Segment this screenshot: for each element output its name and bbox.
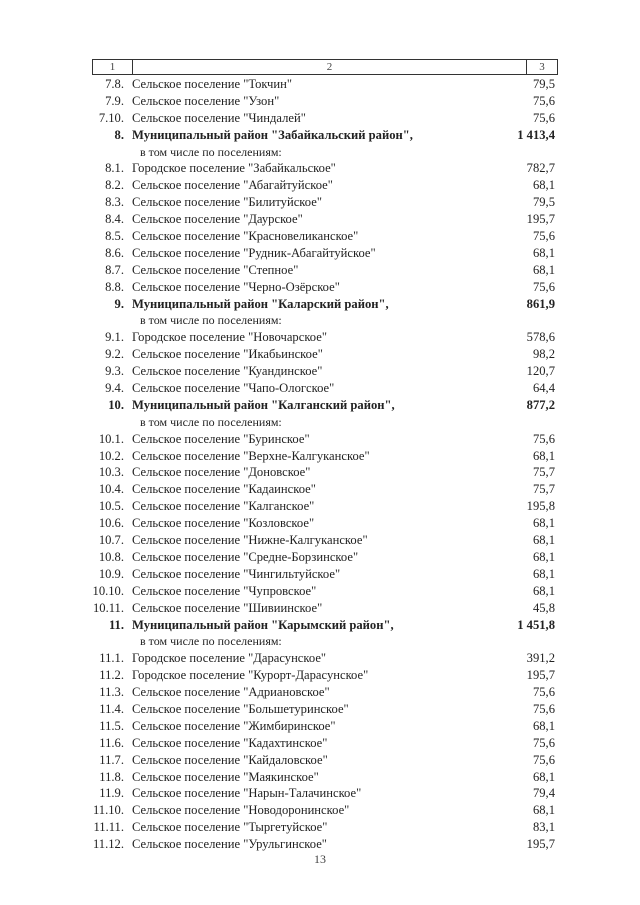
row-name: Сельское поселение "Кайдаловское" [132,752,328,767]
row-number: 9.2. [105,347,124,362]
row-name: Сельское поселение "Кадахтинское" [132,735,328,750]
row-name: Сельское поселение "Шивиинское" [132,600,323,615]
row-number: 10.1. [98,431,124,446]
row-number: 9. [114,296,124,311]
table-row [0,228,640,245]
row-number: 11.7. [99,752,124,767]
row-name: Сельское поселение "Большетуринское" [132,701,349,716]
table-row [0,93,640,110]
table-row [0,566,640,583]
row-number: 11.10. [92,803,124,818]
table-row [0,329,640,346]
row-value: 75,6 [532,685,555,700]
row-name: Сельское поселение "Калганское" [132,499,315,514]
row-name: Сельское поселение "Степное" [132,262,299,277]
row-number: 10.10. [92,583,124,598]
row-value: 68,1 [532,583,555,598]
row-name: Сельское поселение "Черно-Озёрское" [132,279,340,294]
row-value: 195,8 [526,499,555,514]
row-number: 10.4. [98,482,124,497]
table-row [0,836,640,853]
table-row [0,279,640,296]
header-col-3: 3 [539,61,545,73]
table-row [0,262,640,279]
row-number: 7.9. [105,93,124,108]
row-value: 75,6 [532,229,555,244]
table-row [0,785,640,802]
row-name: Сельское поселение "Буринское" [132,431,310,446]
row-name: Сельское поселение "Куандинское" [132,364,323,379]
row-name: Сельское поселение "Кадаинское" [132,482,316,497]
row-name: Сельское поселение "Красновеликанское" [132,229,359,244]
row-name: Сельское поселение "Новодоронинское" [132,803,350,818]
row-value: 83,1 [532,820,555,835]
table-row [0,769,640,786]
table-body [0,76,640,853]
row-value: 120,7 [526,364,555,379]
row-name: Муниципальный район "Карымский район", [132,617,394,632]
table-row [0,160,640,177]
table-row [0,177,640,194]
row-name: Городское поселение "Курорт-Дарасунское" [132,668,369,683]
row-name: Сельское поселение "Узон" [132,93,280,108]
row-name: Муниципальный район "Калганский район", [132,397,395,412]
row-name: Сельское поселение "Рудник-Абагайтуйское" [132,245,376,260]
header-col-2: 2 [133,60,527,74]
row-number: 10.5. [98,499,124,514]
row-number: 8.4. [105,212,124,227]
table-row [0,583,640,600]
row-value: 782,7 [526,161,555,176]
row-value: 68,1 [532,178,555,193]
row-value: 68,1 [532,566,555,581]
row-name: Сельское поселение "Чапо-Ологское" [132,381,335,396]
row-value: 578,6 [526,330,555,345]
row-value: 75,7 [532,465,555,480]
table-row [0,650,640,667]
table-row [0,76,640,93]
row-name: Сельское поселение "Чингильтуйское" [132,566,341,581]
row-value: 195,7 [526,668,555,683]
row-name: Муниципальный район "Забайкальский район", [132,127,413,142]
table-row [0,312,640,329]
row-name: в том числе по поселениям: [140,144,282,159]
row-number: 10. [108,397,124,412]
row-value: 79,5 [532,195,555,210]
row-number: 8.6. [105,245,124,260]
table-row [0,144,640,161]
row-name: Сельское поселение "Жимбиринское" [132,718,336,733]
row-value: 45,8 [532,600,555,615]
row-value: 79,5 [532,77,555,91]
table-row [0,515,640,532]
row-value: 861,9 [526,296,555,311]
row-value: 68,1 [532,448,555,463]
table-row [0,532,640,549]
row-value: 68,1 [532,262,555,277]
row-name: Городское поселение "Дарасунское" [132,651,327,666]
row-number: 8.2. [105,178,124,193]
row-name: Сельское поселение "Даурское" [132,212,303,227]
row-value: 75,6 [532,279,555,294]
row-value: 75,6 [532,431,555,446]
row-number: 10.6. [98,516,124,531]
table-row [0,718,640,735]
row-value: 79,4 [532,786,555,801]
row-name: Сельское поселение "Адриановское" [132,685,330,700]
table-row [0,819,640,836]
row-number: 11.1. [99,651,124,666]
row-name: Сельское поселение "Доновское" [132,465,311,480]
row-value: 75,6 [532,110,555,125]
table-row [0,633,640,650]
row-value: 68,1 [532,516,555,531]
row-value: 877,2 [526,397,555,412]
row-number: 9.4. [105,381,124,396]
row-name: в том числе по поселениям: [140,313,282,328]
row-number: 11.2. [99,668,124,683]
table-row [0,211,640,228]
table-row [0,735,640,752]
row-name: в том числе по поселениям: [140,634,282,649]
row-number: 11.8. [99,769,124,784]
row-value: 195,7 [526,837,555,852]
row-name: Сельское поселение "Чиндалей" [132,110,306,125]
table-row [0,752,640,769]
row-number: 11.3. [99,685,124,700]
row-number: 10.3. [98,465,124,480]
row-name: Сельское поселение "Абагайтуйское" [132,178,333,193]
table-row [0,498,640,515]
table-row [0,448,640,465]
row-value: 68,1 [532,533,555,548]
row-name: Сельское поселение "Чупровское" [132,583,317,598]
page-number: 13 [314,852,326,866]
row-value: 391,2 [526,651,555,666]
row-value: 75,6 [532,735,555,750]
table-row [0,431,640,448]
table-row [0,464,640,481]
row-name: Сельское поселение "Козловское" [132,516,315,531]
table-row [0,667,640,684]
row-number: 10.2. [98,448,124,463]
row-number: 7.10. [98,110,124,125]
row-number: 8.5. [105,229,124,244]
row-number: 9.3. [105,364,124,379]
row-value: 75,6 [532,701,555,716]
table-row [0,617,640,634]
row-name: Сельское поселение "Тыргетуйское" [132,820,328,835]
table-row [0,380,640,397]
row-number: 11.5. [99,718,124,733]
row-number: 7.8. [105,77,124,91]
row-value: 68,1 [532,549,555,564]
row-number: 8. [114,127,124,142]
row-name: Сельское поселение "Нарын-Талачинское" [132,786,362,801]
row-value: 75,7 [532,482,555,497]
row-name: Муниципальный район "Каларский район", [132,296,389,311]
table-row [0,397,640,414]
row-name: в том числе по поселениям: [140,414,282,429]
row-number: 11.11. [93,820,124,835]
table-header [92,59,558,75]
table-row [0,296,640,313]
table-row [0,802,640,819]
row-value: 195,7 [526,212,555,227]
row-value: 75,6 [532,93,555,108]
row-number: 10.9. [98,566,124,581]
row-number: 10.8. [98,549,124,564]
row-name: Городское поселение "Новочарское" [132,330,327,345]
header-col-1: 1 [93,60,133,74]
table-row [0,414,640,431]
row-value: 64,4 [532,381,555,396]
row-name: Сельское поселение "Маякинское" [132,769,319,784]
table-row [0,363,640,380]
row-number: 11.9. [99,786,124,801]
row-name: Сельское поселение "Токчин" [132,77,292,91]
table-row [0,245,640,262]
row-value: 1 451,8 [517,617,555,632]
row-value: 1 413,4 [517,127,555,142]
row-number: 10.7. [98,533,124,548]
row-name: Сельское поселение "Верхне-Калгуканское" [132,448,370,463]
row-number: 9.1. [105,330,124,345]
row-number: 10.11. [92,600,124,615]
row-name: Сельское поселение "Икабьинское" [132,347,323,362]
row-name: Городское поселение "Забайкальское" [132,161,336,176]
row-value: 68,1 [532,245,555,260]
row-value: 75,6 [532,752,555,767]
row-number: 8.1. [105,161,124,176]
table-row [0,600,640,617]
table-row [0,127,640,144]
table-row [0,110,640,127]
row-number: 11.12. [92,837,124,852]
row-number: 8.8. [105,279,124,294]
table-row [0,549,640,566]
row-value: 68,1 [532,769,555,784]
table-row [0,481,640,498]
table-row [0,346,640,363]
row-name: Сельское поселение "Урульгинское" [132,837,327,852]
row-value: 98,2 [532,347,555,362]
row-name: Сельское поселение "Билитуйское" [132,195,322,210]
row-name: Сельское поселение "Нижне-Калгуканское" [132,533,368,548]
row-number: 11.6. [99,735,124,750]
row-number: 11.4. [99,701,124,716]
row-value: 68,1 [532,718,555,733]
row-number: 8.7. [105,262,124,277]
table-row [0,701,640,718]
table-row [0,684,640,701]
row-number: 8.3. [105,195,124,210]
table-row [0,194,640,211]
row-name: Сельское поселение "Средне-Борзинское" [132,549,359,564]
row-value: 68,1 [532,803,555,818]
row-number: 11. [108,617,124,632]
